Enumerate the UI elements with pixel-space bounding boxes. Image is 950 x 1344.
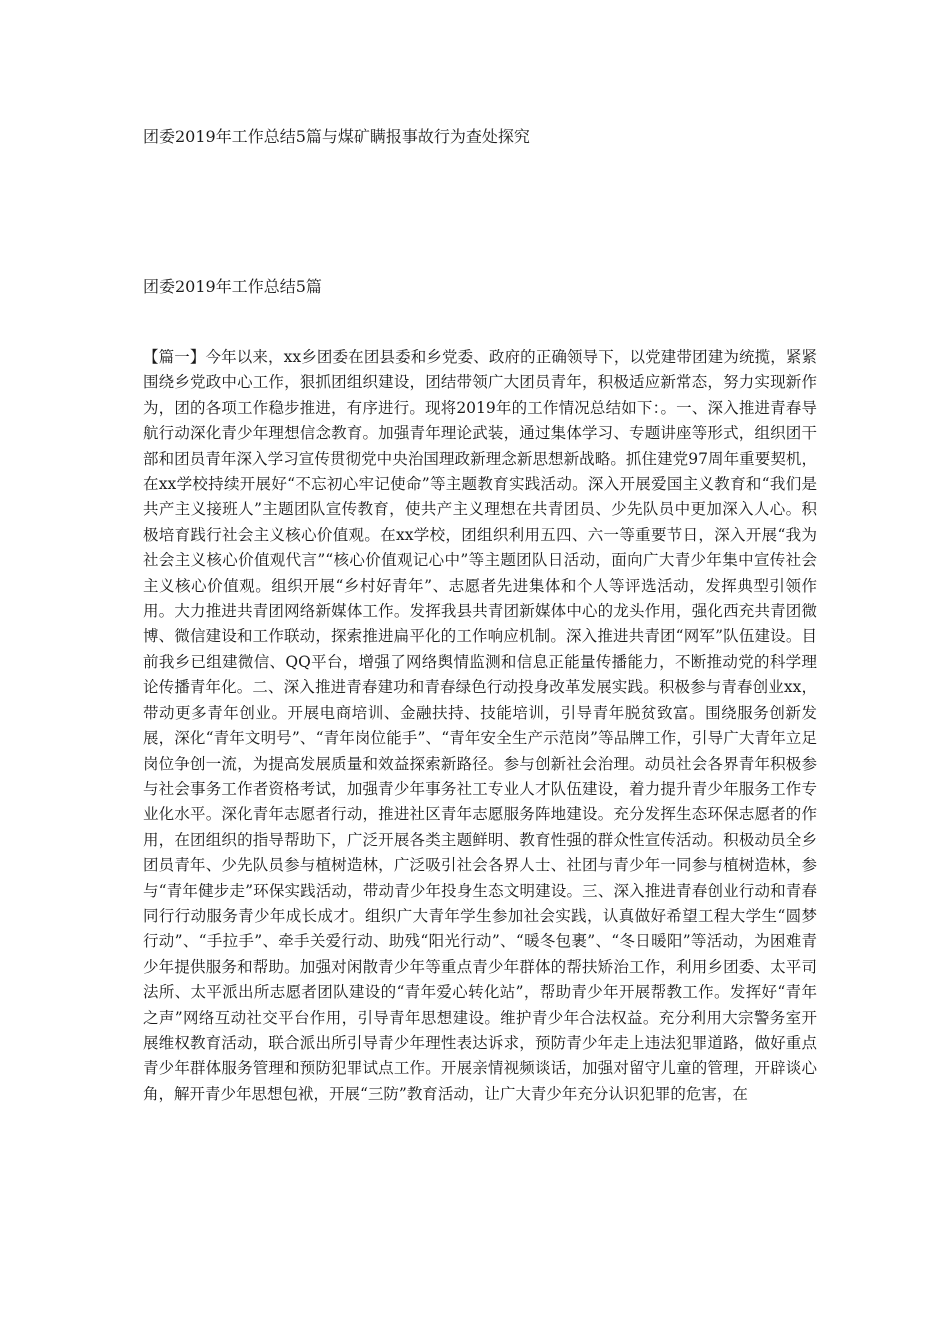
document-title: 团委2019年工作总结5篇与煤矿瞒报事故行为查处探究 bbox=[143, 127, 530, 146]
document-body-paragraph: 【篇一】今年以来，xx乡团委在团县委和乡党委、政府的正确领导下，以党建带团建为统揽，紧紧围绕乡党政中心工作，狠抓团组织建设，团结带领广大团员青年，积极适应新常态，努力实现新作为，团的各项工作稳步推进，有序进行。现将2019年的工作情况总结如下：。一、深入推进青春导航行动深化青少年理想信念教育。加强青年理论武装，通过集体学习、专题讲座等形式，组织团干部和团员青年深入学习宣传贯彻党中央治国理政新理念新思想新战略。抓住建党97周年重要契机，在xx学校持续开展好“不忘初心牢记使命”等主题教育实践活动。深入开展爱国主义教育和“我们是共产主义接班人”主题团队宣传教育，使共产主义理想在共青团员、少先队员中更加深入人心。积极培育践行社会主义核心价值观。在xx学校，团组织利用五四、六一等重要节日，深入开展“我为社会主义核心价值观代言”“核心价值观记心中”等主题团队日活动，面向广大青少年集中宣传社会主义核心价值观。组织开展“乡村好青年”、志愿者先进集体和个人等评选活动，发挥典型引领作用。大力推进共青团网络新媒体工作。发挥我县共青团新媒体中心的龙头作用，强化西充共青团微博、微信建设和工作联动，探索推进扁平化的工作响应机制。深入推进共青团“网军”队伍建设。目前我乡已组建微信、QQ平台，增强了网络舆情监测和信息正能量传播能力，不断推动党的科学理论传播青年化。二、深入推进青春建功和青春绿色行动投身改革发展实践。积极参与青春创业xx，带动更多青年创业。开展电商培训、金融扶持、技能培训，引导青年脱贫致富。围绕服务创新发展，深化“青年文明号”、“青年岗位能手”、“青年安全生产示范岗”等品牌工作，引导广大青年立足岗位争创一流，为提高发展质量和效益探索新路径。参与创新社会治理。动员社会各界青年积极参与社会事务工作者资格考试，加强青少年事务社工专业人才队伍建设，着力提升青少年服务工作专业化水平。深化青年志愿者行动，推进社区青年志愿服务阵地建设。充分发挥生态环保志愿者的作用，在团组织的指导帮助下，广泛开展各类主题鲜明、教育性强的群众性宣传活动。积极动员全乡团员青年、少先队员参与植树造林，广泛吸引社会各界人士、社团与青少年一同参与植树造林，参与“青年健步走”环保实践活动，带动青少年投身生态文明建设。三、深入推进青春创业行动和青春同行行动服务青少年成长成才。组织广大青年学生参加社会实践，认真做好希望工程大学生“圆梦行动”、“手拉手”、牵手关爱行动、助残“阳光行动”、“暖冬包裹”、“冬日暖阳”等活动，为困难青少年提供服务和帮助。加强对闲散青少年等重点青少年群体的帮扶矫治工作，利用乡团委、太平司法所、太平派出所志愿者团队建设的“青年爱心转化站”，帮助青少年开展帮教工作。发挥好“青年之声”网络互动社交平台作用，引导青年思想建设。维护青少年合法权益。充分利用大宗警务室开展维权教育活动，联合派出所引导青少年理性表达诉求，预防青少年走上违法犯罪道路，做好重点青少年群体服务管理和预防犯罪试点工作。开展亲情视频谈话，加强对留守儿童的管理，开辟谈心角，解开青少年思想包袱，开展“三防”教育活动，让广大青少年充分认识犯罪的危害，在 bbox=[143, 348, 817, 1103]
document-subtitle: 团委2019年工作总结5篇 bbox=[143, 277, 322, 296]
